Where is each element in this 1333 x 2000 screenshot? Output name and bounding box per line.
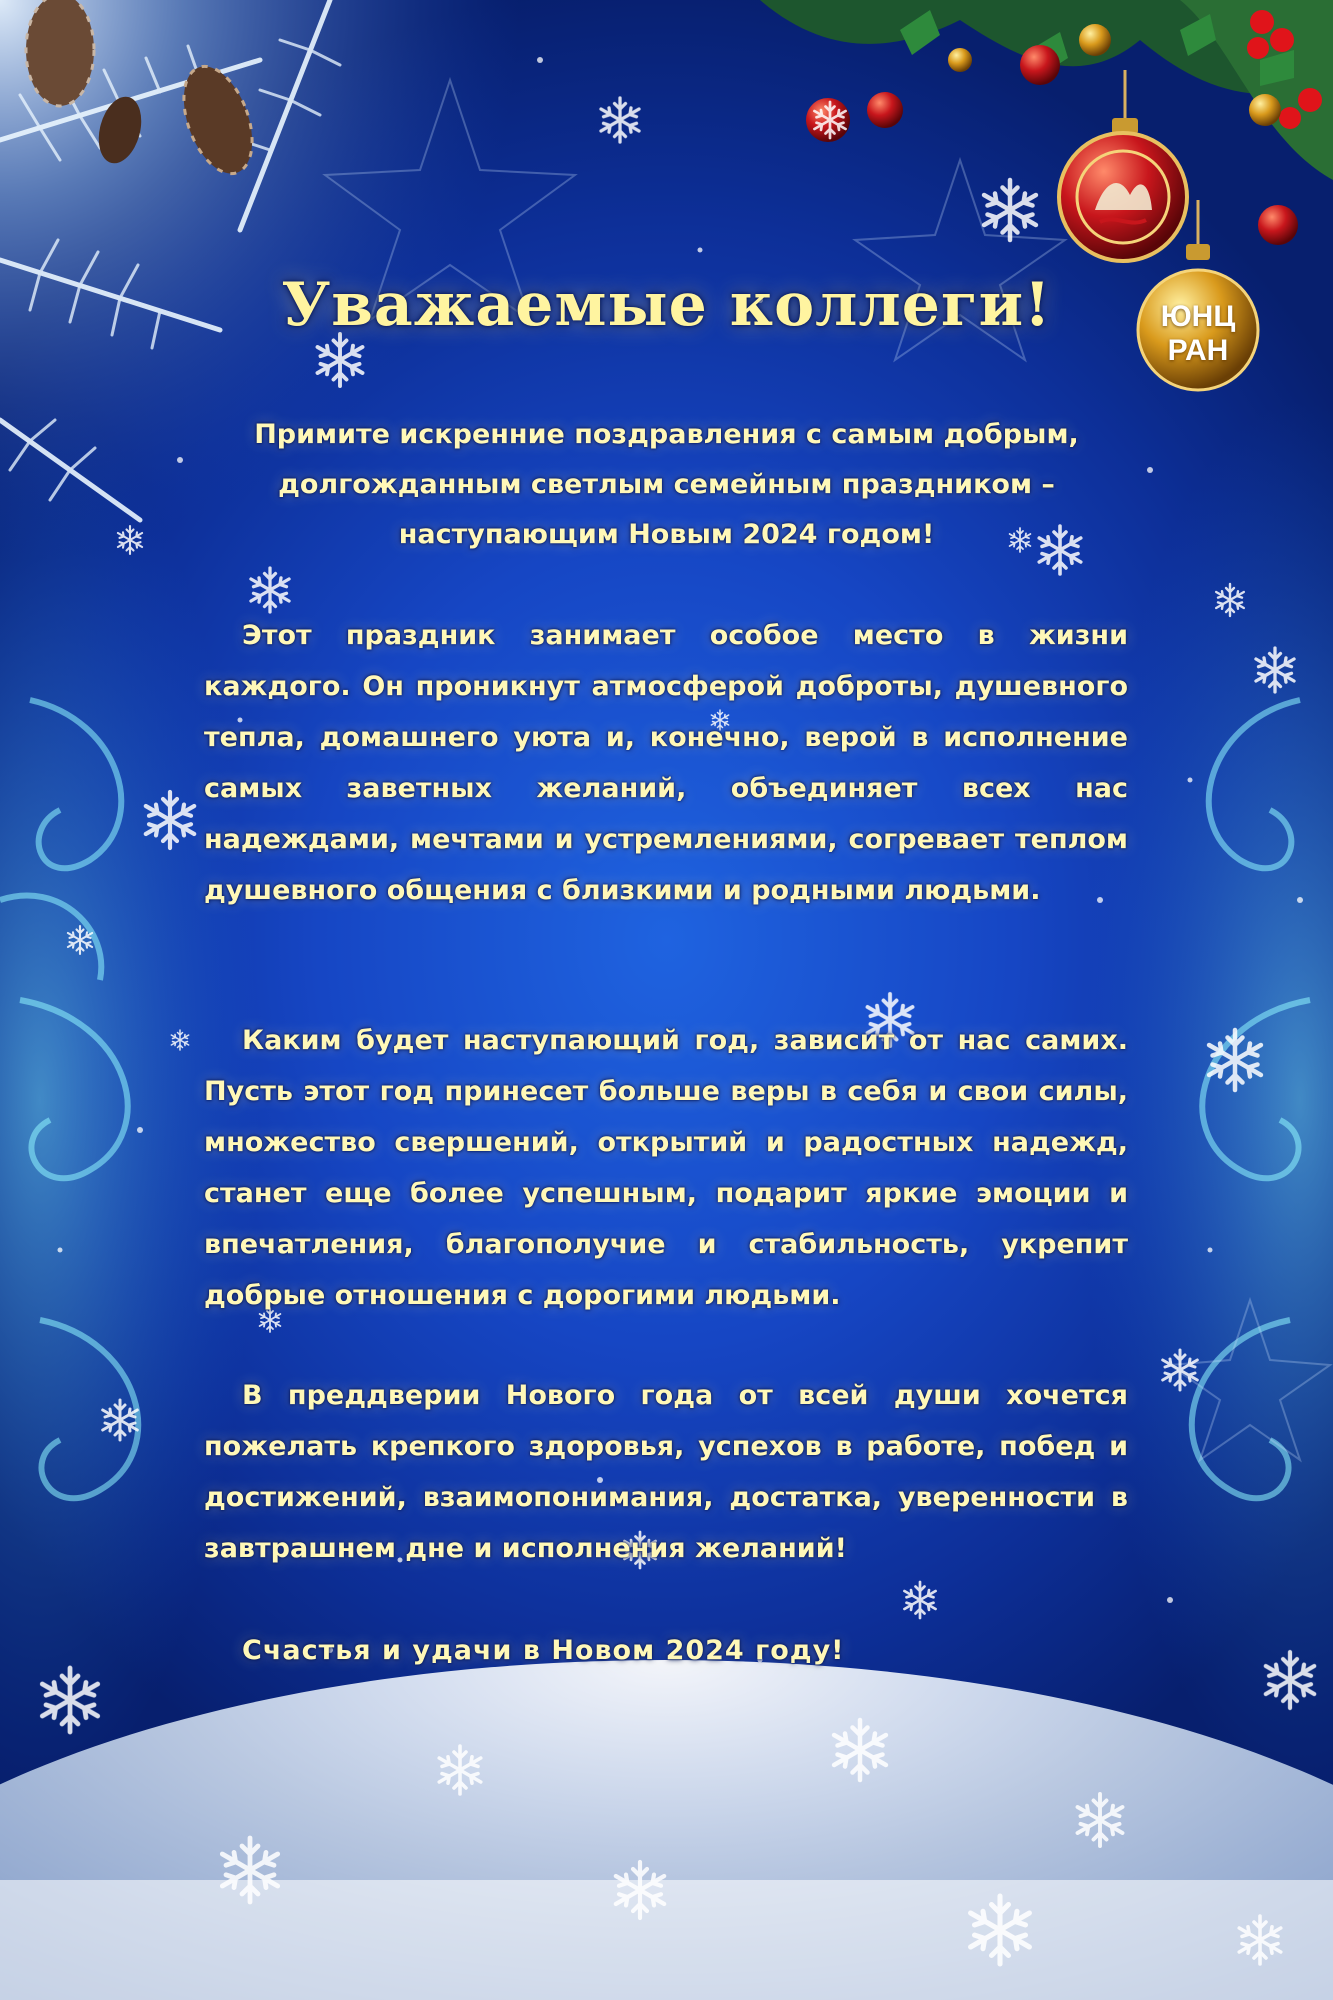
badge-line-1: ЮНЦ	[1160, 300, 1236, 333]
badge-line-2: РАН	[1167, 334, 1229, 367]
card-intro: Примите искренние поздравления с самым добрым, долгожданным светлым семейным праздником – наступающим Новым 2024 годом!	[254, 419, 1079, 550]
card-closing: Счастья и удачи в Новом 2024 году!	[242, 1635, 845, 1666]
card-paragraph: Этот праздник занимает особое место в жизни каждого. Он проникнут атмосферой доброты, душевного тепла, домашнего уюта и, конечно, верой в исполнение самых заветных желаний, объединяет всех нас надеждами, мечтами и устремлениями, согревает теплом душевного общения с близкими и родными людьми.	[204, 620, 1128, 906]
holly-berry-icon	[760, 0, 1333, 245]
card-paragraph: В преддверии Нового года от всей души хочется пожелать крепкого здоровья, успехов в работе, побед и достижений, взаимопонимания, достатка, уверенности в завтрашнем дне и исполнения желаний!	[204, 1380, 1128, 1564]
card-paragraph: Каким будет наступающий год, зависит от нас самих. Пусть этот год принесет больше веры в себя и свои силы, множество свершений, открытий и радостных надежд, станет еще более успешным, подарит яркие эмоции и впечатления, благополучие и стабильность, укрепит добрые отношения с дорогими людьми.	[204, 1025, 1128, 1311]
card-title: Уважаемые коллеги!	[281, 270, 1052, 340]
